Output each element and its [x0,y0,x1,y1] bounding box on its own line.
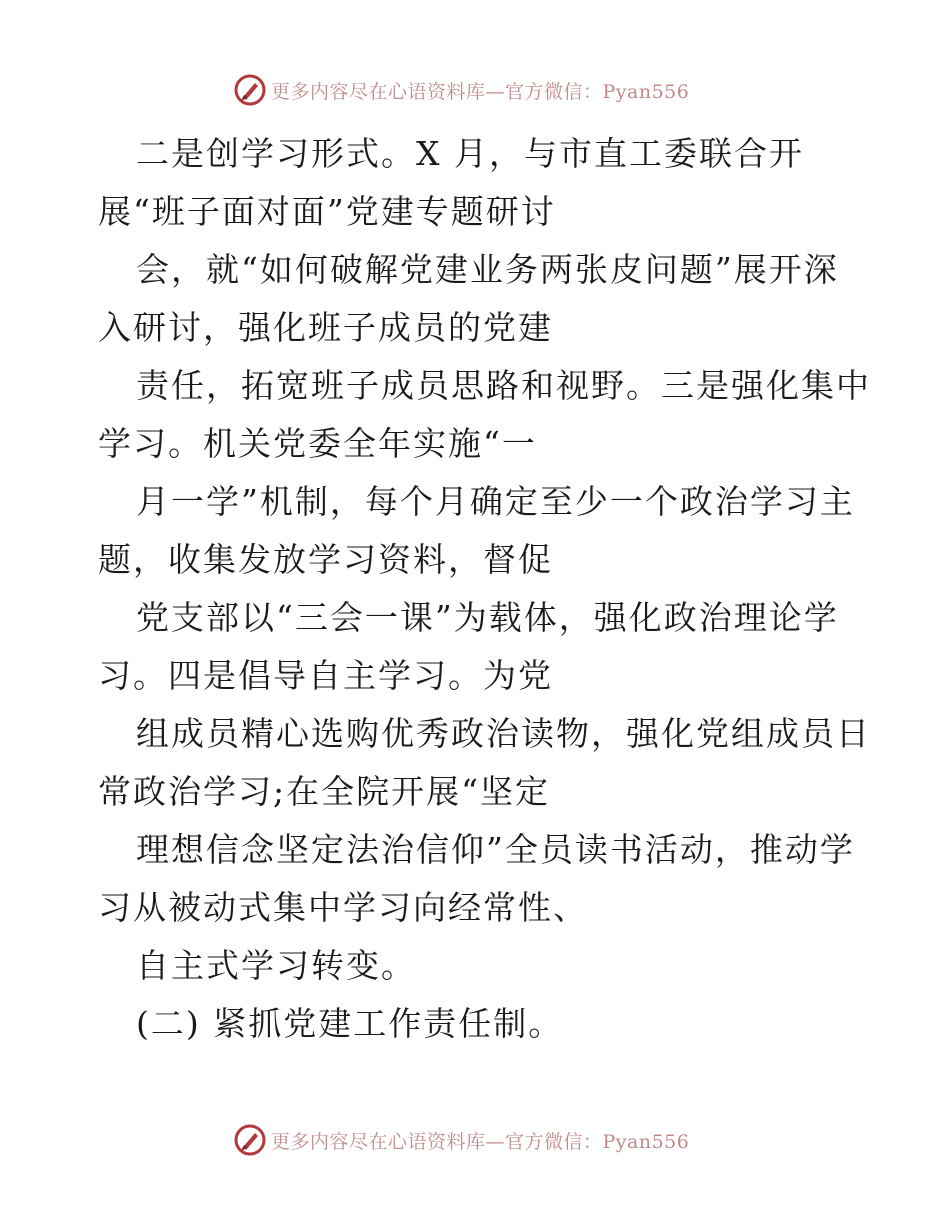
text-line: 月一学”机制，每个月确定至少一个政治学习主 [136,482,855,521]
fountain-pen-icon [233,73,267,107]
watermark-separator: — [485,1130,506,1153]
text-line: 二是创学习形式。X 月，与市直工委联合开 [136,134,804,173]
watermark-main: 更多内容尽在心语资料库 [271,1130,486,1153]
document-body [98,125,871,1053]
watermark-text [271,1127,689,1154]
text-line: 党支部以“三会一课”为载体，强化政治理论学 [136,598,839,637]
text-line: 学习。机关党委全年实施“一 [98,424,537,463]
footer-watermark [233,1122,689,1158]
text-line: 展“班子面对面”党建专题研讨 [98,192,556,231]
text-line: 题，收集发放学习资料，督促 [98,540,553,579]
text-line: 责任，拓宽班子成员思路和视野。三是强化集中 [136,366,871,405]
header-watermark [233,72,689,108]
text-line: 组成员精心选购优秀政治读物，强化党组成员日 [136,714,871,753]
watermark-account: 官方微信：Pyan556 [505,1130,690,1153]
text-line: 自主式学习转变。 [136,946,416,985]
text-line: 入研讨，强化班子成员的党建 [98,308,553,347]
watermark-separator: — [485,80,506,103]
text-line: 常政治学习;在全院开展“坚定 [98,772,550,811]
text-line: 理想信念坚定法治信仰”全员读书活动，推动学 [136,830,855,869]
text-line: 习。四是倡导自主学习。为党 [98,656,553,695]
watermark-text [271,77,689,104]
section-heading: (二) 紧抓党建工作责任制。 [136,1004,564,1043]
watermark-main: 更多内容尽在心语资料库 [271,80,486,103]
watermark-account: 官方微信：Pyan556 [505,80,690,103]
text-line: 习从被动式集中学习向经常性、 [98,888,588,927]
fountain-pen-icon [233,1123,267,1157]
text-line: 会，就“如何破解党建业务两张皮问题”展开深 [136,250,839,289]
